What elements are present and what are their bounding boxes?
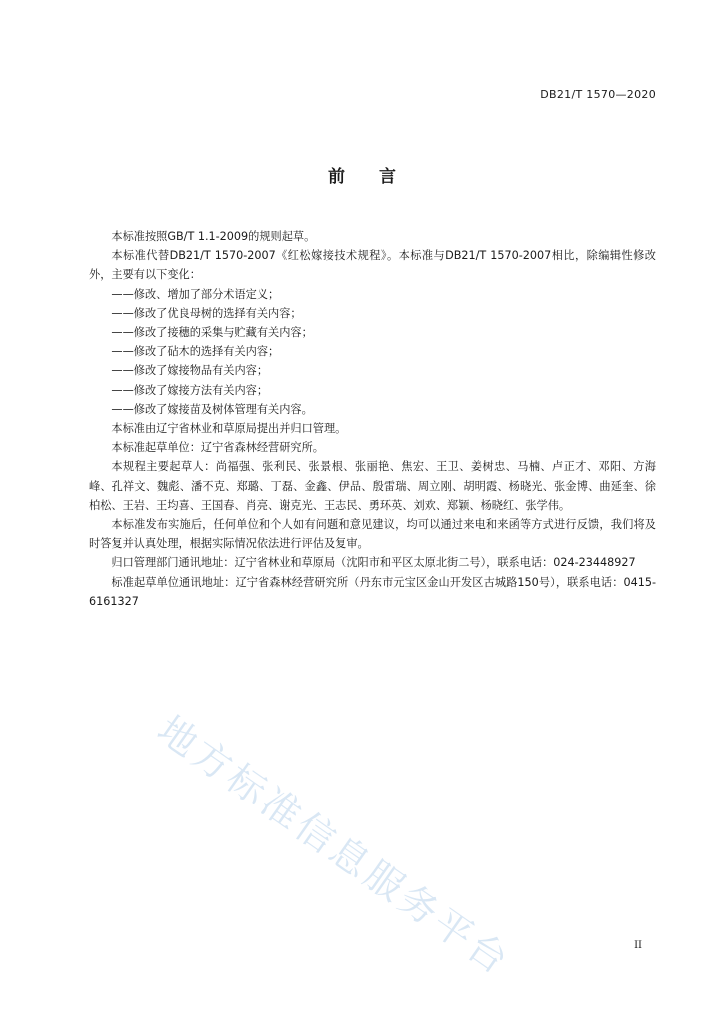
watermark: 地方标准信息服务平台	[149, 707, 519, 985]
page-title: 前言	[328, 167, 430, 187]
paragraph-drafting-unit: 本标准起草单位：辽宁省森林经营研究所。	[111, 441, 324, 455]
change-item: ——修改了砧木的选择有关内容；	[111, 345, 280, 359]
change-item: ——修改了优良母树的选择有关内容；	[111, 306, 302, 320]
change-item: ——修改了接穗的采集与贮藏有关内容；	[111, 326, 313, 340]
document-code: DB21/T 1570—2020	[540, 88, 656, 101]
paragraph-drafter-address: 标准起草单位通讯地址：辽宁省森林经营研究所（丹东市元宝区金山开发区古城路150号），联系电话：0415-6161327	[89, 575, 656, 608]
foreword-body	[89, 227, 656, 611]
page-number: II	[634, 940, 642, 951]
paragraph-replacement: 本标准代替DB21/T 1570-2007《红松嫁接技术规程》。本标准与DB21/T 1570-2007相比，除编辑性修改外，主要有以下变化：	[89, 249, 656, 282]
change-item: ——修改了嫁接方法有关内容；	[111, 383, 269, 397]
paragraph-proposer: 本标准由辽宁省林业和草原局提出并归口管理。	[111, 422, 347, 436]
paragraph-feedback: 本标准发布实施后，任何单位和个人如有问题和意见建议，均可以通过来电和来函等方式进行反馈，我们将及时答复并认真处理，根据实际情况依法进行评估及复审。	[89, 518, 656, 551]
change-item: ——修改了嫁接物品有关内容；	[111, 364, 269, 378]
change-item: ——修改了嫁接苗及树体管理有关内容。	[111, 402, 313, 416]
change-item: ——修改、增加了部分术语定义；	[111, 287, 280, 301]
paragraph-drafters: 本规程主要起草人：尚福强、张利民、张景根、张丽艳、焦宏、王卫、姜树忠、马楠、卢正才、邓阳、方海峰、孔祥文、魏彪、潘不克、郑璐、丁磊、金鑫、伊品、殷雷瑞、周立刚、胡明霞、杨晓光、张金博、曲延奎、徐柏松、王岩、王均喜、王国春、肖亮、谢克光、王志民、勇环英、刘欢、郑颖、杨晓红、张学伟。	[89, 460, 656, 512]
paragraph-authority-address: 归口管理部门通讯地址：辽宁省林业和草原局（沈阳市和平区太原北街二号），联系电话：024-23448927	[111, 556, 636, 570]
paragraph-drafting-rules: 本标准按照GB/T 1.1-2009的规则起草。	[111, 230, 316, 243]
